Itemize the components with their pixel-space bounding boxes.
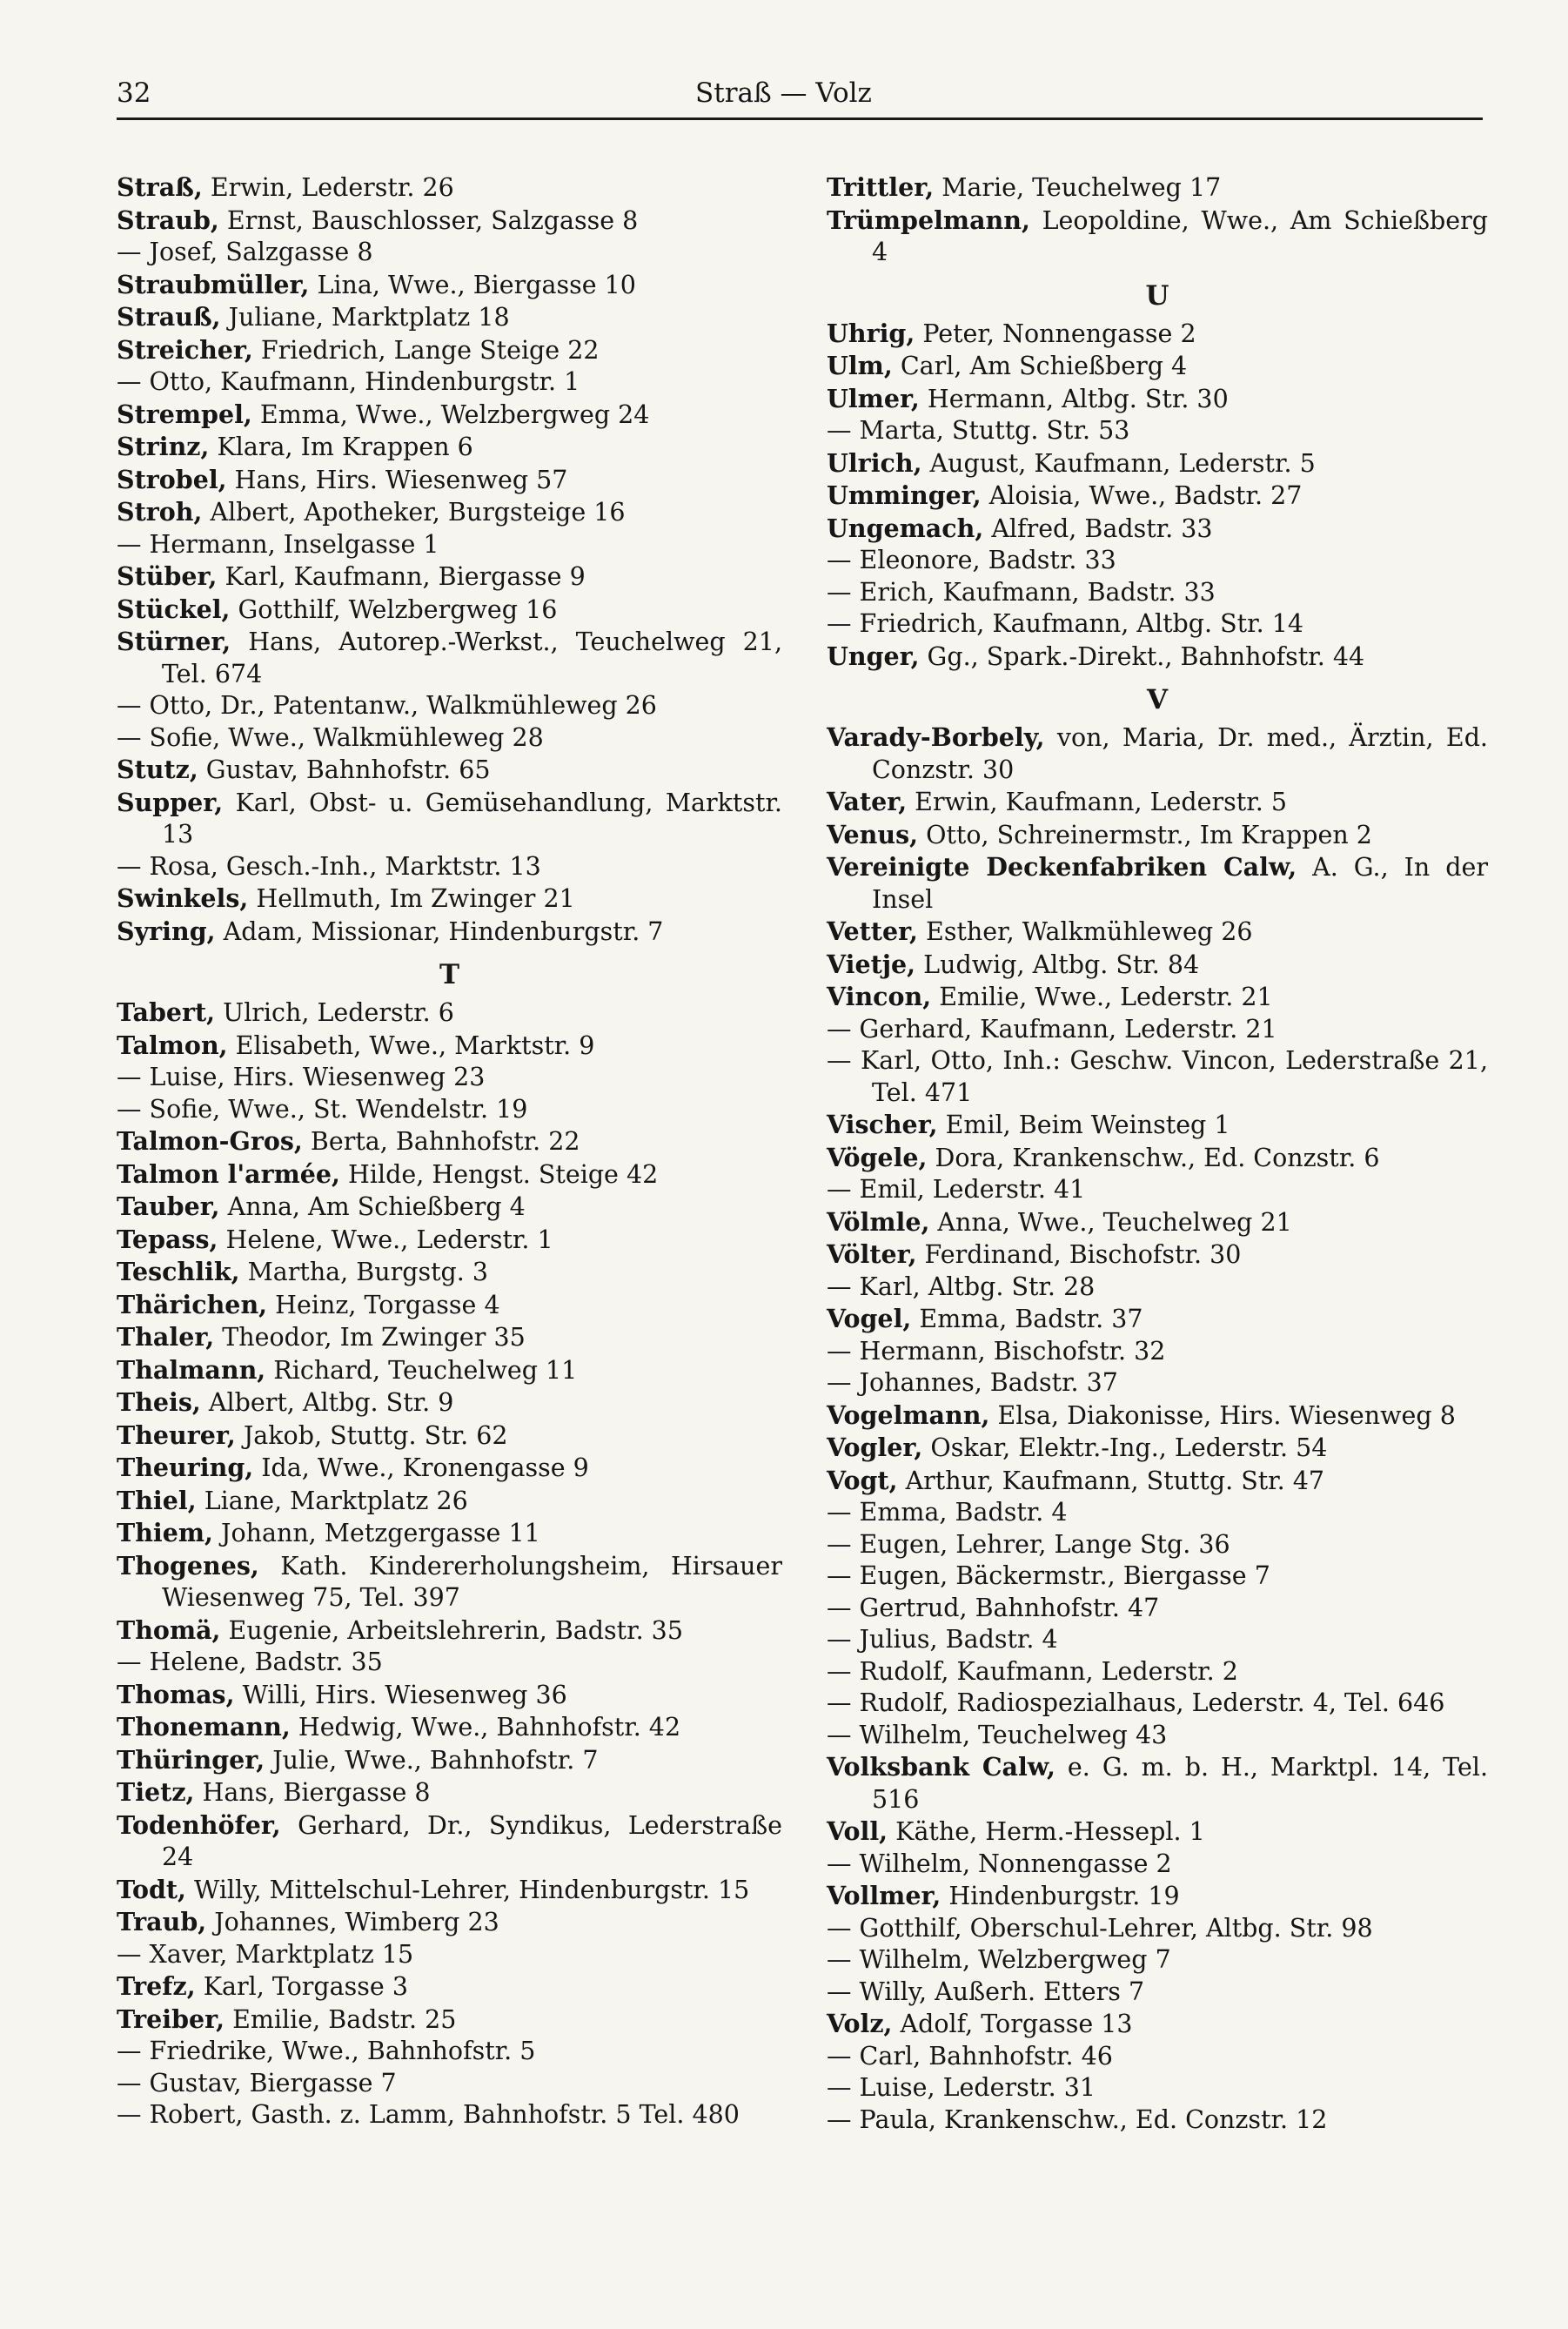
entry-details: Gerhard, Dr., Syndikus, Lederstraße 24 bbox=[162, 1810, 782, 1871]
directory-entry bbox=[117, 1874, 782, 1907]
directory-entry bbox=[117, 1776, 782, 1809]
directory-entry bbox=[117, 301, 782, 334]
entry-surname: Talmon-Gros, bbox=[117, 1126, 303, 1156]
directory-entry bbox=[117, 205, 782, 238]
entry-details: — Hermann, Inselgasse 1 bbox=[117, 529, 439, 559]
entry-details: — Marta, Stuttg. Str. 53 bbox=[827, 416, 1130, 445]
entry-details: Hindenburgstr. 19 bbox=[941, 1882, 1180, 1910]
directory-entry bbox=[117, 2099, 782, 2131]
entry-surname: Venus, bbox=[827, 819, 919, 849]
entry-surname: Ulm, bbox=[827, 351, 893, 380]
entry-surname: Todenhöfer, bbox=[117, 1809, 281, 1840]
entry-details: Emil, Beim Weinsteg 1 bbox=[937, 1111, 1230, 1139]
entry-details: Emilie, Badstr. 25 bbox=[224, 2004, 457, 2034]
directory-entry bbox=[827, 171, 1488, 205]
directory-entry bbox=[117, 1062, 782, 1094]
entry-details: Gustav, Bahnhofstr. 65 bbox=[198, 755, 491, 784]
entry-details: Richard, Teuchelweg 11 bbox=[265, 1355, 578, 1385]
entry-details: Karl, Obst- u. Gemüsehandlung, Marktstr. 13 bbox=[162, 788, 782, 849]
directory-entry bbox=[117, 1321, 782, 1354]
directory-entry bbox=[117, 787, 782, 851]
directory-entry bbox=[117, 431, 782, 464]
entry-surname: Vogelmann, bbox=[827, 1399, 990, 1430]
section-letter: U bbox=[1145, 279, 1169, 312]
directory-entry bbox=[117, 399, 782, 432]
directory-entry bbox=[827, 1720, 1488, 1752]
left-column bbox=[117, 171, 782, 2131]
entry-surname: Uhrig, bbox=[827, 318, 915, 348]
entry-details: — Wilhelm, Nonnengasse 2 bbox=[827, 1849, 1172, 1878]
directory-entry bbox=[827, 722, 1488, 786]
directory-entry bbox=[117, 722, 782, 755]
directory-entry bbox=[117, 1386, 782, 1420]
entry-details: Karl, Kaufmann, Biergasse 9 bbox=[217, 562, 586, 591]
entry-details: — Wilhelm, Teuchelweg 43 bbox=[827, 1720, 1168, 1749]
entry-details: Juliane, Marktplatz 18 bbox=[220, 303, 510, 332]
entry-surname: Thomas, bbox=[117, 1679, 235, 1709]
entry-surname: Volksbank Calw, bbox=[827, 1752, 1055, 1782]
header-rule bbox=[117, 117, 1483, 120]
directory-entry bbox=[827, 786, 1488, 819]
directory-entry bbox=[117, 1970, 782, 2003]
entry-surname: Strempel, bbox=[117, 399, 252, 429]
entry-details: Hans, Hirs. Wiesenweg 57 bbox=[226, 465, 568, 494]
directory-entry bbox=[117, 366, 782, 399]
entry-surname: Völter, bbox=[827, 1239, 917, 1269]
entry-details: — Gerhard, Kaufmann, Lederstr. 21 bbox=[827, 1014, 1277, 1044]
entry-details: Johannes, Wimberg 23 bbox=[206, 1908, 499, 1936]
entry-details: Hedwig, Wwe., Bahnhofstr. 42 bbox=[290, 1713, 681, 1742]
entry-surname: Strinz, bbox=[117, 432, 210, 461]
directory-entry bbox=[827, 318, 1488, 351]
entry-surname: Thomä, bbox=[117, 1614, 221, 1645]
entry-surname: Vogel, bbox=[827, 1304, 912, 1333]
entry-details: Erwin, Kaufmann, Lederstr. 5 bbox=[907, 788, 1287, 816]
section-letter: V bbox=[1146, 684, 1169, 715]
entry-surname: Theurer, bbox=[117, 1420, 236, 1450]
directory-entry bbox=[117, 851, 782, 883]
directory-entry bbox=[117, 594, 782, 627]
directory-entry bbox=[117, 1030, 782, 1063]
entry-details: Esther, Walkmühleweg 26 bbox=[917, 917, 1253, 946]
directory-entry bbox=[117, 496, 782, 529]
entry-surname: Strobel, bbox=[117, 464, 227, 494]
entry-details: — Sofie, Wwe., Walkmühleweg 28 bbox=[117, 722, 544, 752]
entry-surname: Thärichen, bbox=[117, 1289, 268, 1319]
entry-details: — Karl, Altbg. Str. 28 bbox=[827, 1272, 1096, 1301]
entry-surname: Vereinigte Deckenfabriken Calw, bbox=[827, 852, 1297, 882]
directory-entry bbox=[117, 916, 782, 949]
entry-details: — Wilhelm, Welzbergweg 7 bbox=[827, 1945, 1171, 1974]
entry-surname: Treiber, bbox=[117, 2003, 225, 2034]
directory-entry bbox=[827, 1977, 1488, 2009]
entry-surname: Thonemann, bbox=[117, 1712, 291, 1742]
entry-surname: Tauber, bbox=[117, 1191, 220, 1221]
entry-details: — Johannes, Badstr. 37 bbox=[827, 1368, 1118, 1397]
directory-entry bbox=[117, 1809, 782, 1874]
entry-details: Marie, Teuchelweg 17 bbox=[934, 173, 1222, 202]
entry-surname: Todt, bbox=[117, 1874, 186, 1904]
directory-entry bbox=[117, 626, 782, 690]
directory-entry bbox=[117, 1517, 782, 1550]
entry-details: Elisabeth, Wwe., Marktstr. 9 bbox=[227, 1030, 595, 1060]
entry-surname: Supper, bbox=[117, 787, 224, 817]
directory-entry bbox=[827, 480, 1488, 513]
entry-details: Eugenie, Arbeitslehrerin, Badstr. 35 bbox=[220, 1615, 683, 1645]
entry-surname: Ulrich, bbox=[827, 447, 922, 478]
entry-details: e. G. m. b. H., Marktpl. 14, Tel. 516 bbox=[872, 1753, 1488, 1814]
entry-details: Aloisia, Wwe., Badstr. 27 bbox=[981, 481, 1303, 510]
directory-entry bbox=[117, 1550, 782, 1614]
entry-surname: Vogler, bbox=[827, 1433, 923, 1462]
entry-details: Alfred, Badstr. 33 bbox=[983, 513, 1213, 543]
directory-entry bbox=[827, 1497, 1488, 1529]
entry-details: — Eleonore, Badstr. 33 bbox=[827, 546, 1116, 574]
directory-entry bbox=[827, 1336, 1488, 1368]
entry-surname: Trefz, bbox=[117, 1971, 196, 2001]
directory-entry bbox=[117, 171, 782, 205]
entry-details: Peter, Nonnengasse 2 bbox=[915, 319, 1196, 348]
entry-details: — Rosa, Gesch.-Inh., Marktstr. 13 bbox=[117, 851, 541, 881]
entry-details: Hermann, Altbg. Str. 30 bbox=[919, 384, 1229, 413]
entry-details: — Erich, Kaufmann, Badstr. 33 bbox=[827, 577, 1216, 607]
entry-details: Hellmuth, Im Zwinger 21 bbox=[248, 884, 575, 913]
directory-entry bbox=[827, 641, 1488, 674]
entry-surname: Stutz, bbox=[117, 755, 198, 784]
entry-surname: Ulmer, bbox=[827, 383, 920, 413]
directory-entry bbox=[827, 1624, 1488, 1656]
entry-details: Ulrich, Lederstr. 6 bbox=[215, 998, 454, 1027]
entry-surname: Trümpelmann, bbox=[827, 205, 1030, 235]
directory-entry bbox=[117, 237, 782, 269]
directory-entry bbox=[827, 1560, 1488, 1593]
entry-details: — Luise, Hirs. Wiesenweg 23 bbox=[117, 1063, 486, 1091]
entry-details: Anna, Wwe., Teuchelweg 21 bbox=[929, 1207, 1292, 1237]
directory-entry bbox=[827, 1751, 1488, 1816]
section-letter: T bbox=[439, 959, 460, 990]
directory-entry bbox=[827, 819, 1488, 852]
entry-surname: Tietz, bbox=[117, 1777, 195, 1807]
directory-entry bbox=[117, 1256, 782, 1289]
entry-surname: Vollmer, bbox=[827, 1881, 941, 1910]
entry-details: — Helene, Badstr. 35 bbox=[117, 1648, 383, 1676]
directory-entry bbox=[117, 1906, 782, 1939]
directory-entry bbox=[827, 1174, 1488, 1206]
directory-entry bbox=[827, 1367, 1488, 1399]
entry-details: August, Kaufmann, Lederstr. 5 bbox=[921, 448, 1316, 478]
entry-details: — Xaver, Marktplatz 15 bbox=[117, 1939, 414, 1969]
entry-details: — Eugen, Lehrer, Lange Stg. 36 bbox=[827, 1529, 1230, 1559]
entry-details: Willi, Hirs. Wiesenweg 36 bbox=[234, 1680, 567, 1709]
entry-details: Elsa, Diakonisse, Hirs. Wiesenweg 8 bbox=[989, 1400, 1456, 1430]
entry-details: Arthur, Kaufmann, Stuttg. Str. 47 bbox=[897, 1466, 1325, 1495]
entry-surname: Trittler, bbox=[827, 172, 935, 202]
directory-entry bbox=[827, 1303, 1488, 1336]
entry-surname: Straub, bbox=[117, 205, 219, 235]
entry-surname: Tabert, bbox=[117, 997, 216, 1027]
directory-entry bbox=[827, 1849, 1488, 1881]
entry-details: Hans, Autorep.-Werkst., Teuchelweg 21, Tel. 674 bbox=[162, 628, 782, 688]
entry-details: Berta, Bahnhofstr. 22 bbox=[302, 1127, 580, 1156]
entry-details: Ludwig, Altbg. Str. 84 bbox=[915, 950, 1200, 979]
entry-surname: Talmon, bbox=[117, 1030, 228, 1060]
directory-entry bbox=[117, 1679, 782, 1712]
entry-details: Hilde, Hengst. Steige 42 bbox=[339, 1159, 659, 1189]
entry-details: — Josef, Salzgasse 8 bbox=[117, 238, 373, 266]
entry-surname: Stückel, bbox=[117, 594, 231, 624]
entry-surname: Syring, bbox=[117, 916, 216, 946]
entry-details: Jakob, Stuttg. Str. 62 bbox=[235, 1420, 508, 1450]
entry-details: Otto, Schreinermstr., Im Krappen 2 bbox=[918, 820, 1372, 849]
entry-surname: Strauß, bbox=[117, 302, 221, 332]
entry-details: Adolf, Torgasse 13 bbox=[892, 2010, 1133, 2038]
directory-entry bbox=[827, 2072, 1488, 2104]
entry-details: — Luise, Lederstr. 31 bbox=[827, 2073, 1096, 2102]
entry-details: Dora, Krankenschw., Ed. Conzstr. 6 bbox=[927, 1143, 1380, 1172]
entry-details: — Gertrud, Bahnhofstr. 47 bbox=[827, 1593, 1160, 1622]
directory-entry bbox=[827, 949, 1488, 982]
entry-details: Käthe, Herm.-Hessepl. 1 bbox=[888, 1817, 1205, 1846]
directory-entry bbox=[827, 2041, 1488, 2073]
page-header bbox=[117, 71, 1474, 115]
entry-details: Theodor, Im Zwinger 35 bbox=[214, 1323, 526, 1352]
directory-entry bbox=[117, 1125, 782, 1158]
directory-entry bbox=[827, 513, 1488, 546]
entry-surname: Swinkels, bbox=[117, 883, 249, 913]
entry-details: von, Maria, Dr. med., Ärztin, Ed. Conzstr. 30 bbox=[872, 723, 1488, 784]
directory-entry bbox=[827, 1944, 1488, 1977]
entry-details: Willy, Mittelschul-Lehrer, Hindenburgstr. 15 bbox=[185, 1875, 750, 1904]
entry-details: Kath. Kindererholungsheim, Hirsauer Wiesenweg 75, Tel. 397 bbox=[162, 1551, 782, 1612]
entry-details: — Friedrich, Kaufmann, Altbg. Str. 14 bbox=[827, 609, 1303, 638]
directory-entry bbox=[827, 1109, 1488, 1142]
entry-surname: Stürner, bbox=[117, 627, 231, 656]
entry-details: Ernst, Bauschlosser, Salzgasse 8 bbox=[218, 205, 639, 235]
directory-entry bbox=[827, 1688, 1488, 1720]
entry-details: Emma, Wwe., Welzbergweg 24 bbox=[251, 399, 650, 429]
entry-surname: Theis, bbox=[117, 1387, 201, 1417]
entry-surname: Thalmann, bbox=[117, 1354, 266, 1385]
entry-surname: Unger, bbox=[827, 641, 920, 671]
entry-surname: Traub, bbox=[117, 1907, 207, 1936]
directory-entry bbox=[117, 269, 782, 302]
directory-entry bbox=[117, 464, 782, 497]
entry-details: Lina, Wwe., Biergasse 10 bbox=[309, 270, 636, 299]
directory-entry bbox=[117, 529, 782, 561]
directory-entry bbox=[827, 608, 1488, 641]
entry-details: Heinz, Torgasse 4 bbox=[267, 1290, 500, 1319]
entry-surname: Stüber, bbox=[117, 561, 218, 591]
entry-details: — Friedrike, Wwe., Bahnhofstr. 5 bbox=[117, 2037, 536, 2065]
page-number: 32 bbox=[117, 77, 151, 109]
directory-entry bbox=[827, 1014, 1488, 1046]
entry-details: Julie, Wwe., Bahnhofstr. 7 bbox=[265, 1745, 599, 1775]
entry-details: — Carl, Bahnhofstr. 46 bbox=[827, 2041, 1113, 2071]
entry-details: — Sofie, Wwe., St. Wendelstr. 19 bbox=[117, 1094, 528, 1124]
entry-surname: Tepass, bbox=[117, 1224, 218, 1254]
directory-entry bbox=[827, 1432, 1488, 1465]
directory-entry bbox=[117, 1647, 782, 1679]
entry-surname: Thiel, bbox=[117, 1485, 197, 1515]
directory-entry bbox=[827, 981, 1488, 1014]
entry-surname: Stroh, bbox=[117, 497, 203, 527]
entry-details: Johann, Metzgergasse 11 bbox=[212, 1519, 540, 1547]
directory-entry bbox=[827, 205, 1488, 269]
entry-details: Adam, Missionar, Hindenburgstr. 7 bbox=[215, 916, 664, 946]
entry-surname: Volz, bbox=[827, 2009, 893, 2038]
directory-entry bbox=[827, 1913, 1488, 1945]
entry-surname: Vincon, bbox=[827, 982, 932, 1011]
directory-entry bbox=[827, 1465, 1488, 1498]
entry-details: Klara, Im Krappen 6 bbox=[209, 433, 473, 461]
entry-details: — Emma, Badstr. 4 bbox=[827, 1498, 1068, 1527]
entry-details: — Paula, Krankenschw., Ed. Conzstr. 12 bbox=[827, 2104, 1328, 2134]
entry-details: Albert, Altbg. Str. 9 bbox=[200, 1388, 454, 1417]
directory-entry bbox=[827, 1816, 1488, 1849]
directory-entry bbox=[827, 1206, 1488, 1239]
entry-details: — Willy, Außerh. Etters 7 bbox=[827, 1977, 1145, 2006]
entry-details: — Rudolf, Radiospezialhaus, Lederstr. 4, Tel. 646 bbox=[827, 1688, 1445, 1717]
entry-details: — Rudolf, Kaufmann, Lederstr. 2 bbox=[827, 1656, 1238, 1686]
entry-details: Albert, Apotheker, Burgsteige 16 bbox=[202, 498, 626, 527]
entry-details: — Emil, Lederstr. 41 bbox=[827, 1175, 1086, 1204]
directory-entry bbox=[827, 447, 1488, 480]
entry-details: Friedrich, Lange Steige 22 bbox=[252, 335, 600, 365]
entry-surname: Thogenes, bbox=[117, 1550, 259, 1581]
entry-details: — Gotthilf, Oberschul-Lehrer, Altbg. Str. 98 bbox=[827, 1913, 1373, 1943]
directory-entry bbox=[117, 1224, 782, 1257]
directory-entry bbox=[827, 1880, 1488, 1913]
directory-entry bbox=[827, 1399, 1488, 1433]
entry-details: A. G., In der Insel bbox=[872, 853, 1488, 914]
entry-details: Carl, Am Schießberg 4 bbox=[892, 352, 1188, 380]
directory-entry bbox=[117, 2003, 782, 2037]
directory-entry bbox=[117, 1354, 782, 1387]
entry-surname: Vögele, bbox=[827, 1142, 928, 1172]
entry-details: Gg., Spark.-Direkt., Bahnhofstr. 44 bbox=[919, 641, 1365, 671]
entry-surname: Talmon l'armée, bbox=[117, 1158, 340, 1189]
directory-entry bbox=[827, 577, 1488, 609]
entry-details: Leopoldine, Wwe., Am Schießberg 4 bbox=[872, 205, 1488, 266]
entry-details: Gotthilf, Welzbergweg 16 bbox=[230, 594, 558, 624]
directory-entry bbox=[827, 1529, 1488, 1561]
entry-surname: Völmle, bbox=[827, 1206, 930, 1237]
directory-entry bbox=[827, 383, 1488, 416]
directory-entry bbox=[827, 1593, 1488, 1625]
entry-surname: Varady-Borbely, bbox=[827, 722, 1045, 752]
entry-surname: Streicher, bbox=[117, 334, 253, 365]
entry-surname: Umminger, bbox=[827, 480, 982, 510]
entry-details: — Otto, Kaufmann, Hindenburgstr. 1 bbox=[117, 367, 580, 396]
directory-entry bbox=[827, 1045, 1488, 1109]
entry-details: Emma, Badstr. 37 bbox=[911, 1305, 1143, 1333]
directory-entry bbox=[827, 2104, 1488, 2137]
directory-entry bbox=[827, 545, 1488, 577]
directory-entry bbox=[827, 1238, 1488, 1272]
entry-details: Hans, Biergasse 8 bbox=[194, 1778, 431, 1807]
directory-entry bbox=[827, 350, 1488, 383]
entry-surname: Thiem, bbox=[117, 1518, 213, 1547]
directory-entry bbox=[117, 1191, 782, 1224]
directory-entry bbox=[827, 2008, 1488, 2041]
directory-entry bbox=[827, 1142, 1488, 1175]
entry-details: Ida, Wwe., Kronengasse 9 bbox=[253, 1453, 589, 1482]
entry-details: Karl, Torgasse 3 bbox=[195, 1972, 408, 2001]
directory-entry bbox=[117, 1420, 782, 1453]
entry-surname: Vater, bbox=[827, 787, 908, 816]
directory-entry bbox=[827, 415, 1488, 447]
entry-details: — Otto, Dr., Patentanw., Walkmühleweg 26 bbox=[117, 691, 657, 720]
entry-details: — Julius, Badstr. 4 bbox=[827, 1625, 1058, 1654]
running-title: Straß — Volz bbox=[695, 77, 872, 109]
entry-surname: Voll, bbox=[827, 1816, 888, 1846]
entry-surname: Vietje, bbox=[827, 949, 916, 979]
entry-details: Oskar, Elektr.-Ing., Lederstr. 54 bbox=[922, 1433, 1328, 1462]
directory-entry bbox=[117, 334, 782, 367]
entry-details: — Gustav, Biergasse 7 bbox=[117, 2068, 397, 2097]
directory-entry bbox=[117, 754, 782, 787]
directory-entry bbox=[117, 1094, 782, 1126]
directory-entry bbox=[117, 997, 782, 1030]
entry-surname: Straubmüller, bbox=[117, 269, 310, 299]
entry-surname: Vogt, bbox=[827, 1465, 898, 1495]
directory-entry bbox=[117, 1289, 782, 1322]
entry-details: Erwin, Lederstr. 26 bbox=[202, 173, 454, 202]
directory-entry bbox=[117, 1711, 782, 1744]
entry-details: Helene, Wwe., Lederstr. 1 bbox=[218, 1225, 553, 1254]
entry-surname: Thüringer, bbox=[117, 1744, 265, 1775]
directory-entry bbox=[117, 2068, 782, 2100]
entry-details: Emilie, Wwe., Lederstr. 21 bbox=[931, 983, 1273, 1011]
directory-entry bbox=[827, 1656, 1488, 1688]
directory-entry bbox=[117, 1158, 782, 1191]
directory-entry bbox=[117, 1485, 782, 1518]
entry-details: Anna, Am Schießberg 4 bbox=[219, 1192, 526, 1221]
entry-details: — Hermann, Bischofstr. 32 bbox=[827, 1336, 1166, 1366]
entry-surname: Vischer, bbox=[827, 1110, 938, 1139]
directory-entry bbox=[117, 883, 782, 916]
entry-details: — Karl, Otto, Inh.: Geschw. Vincon, Lederstraße 21, Tel. 471 bbox=[827, 1046, 1488, 1107]
entry-details: — Eugen, Bäckermstr., Biergasse 7 bbox=[827, 1561, 1270, 1590]
entry-details: Ferdinand, Bischofstr. 30 bbox=[916, 1240, 1242, 1269]
entry-surname: Vetter, bbox=[827, 916, 918, 946]
entry-surname: Straß, bbox=[117, 172, 203, 202]
entry-surname: Thaler, bbox=[117, 1322, 215, 1352]
directory-entry bbox=[117, 560, 782, 594]
entry-surname: Theuring, bbox=[117, 1453, 254, 1482]
directory-entry bbox=[117, 1614, 782, 1648]
right-column bbox=[827, 171, 1488, 2136]
directory-entry bbox=[117, 1744, 782, 1777]
entry-surname: Ungemach, bbox=[827, 513, 984, 543]
entry-surname: Teschlik, bbox=[117, 1257, 240, 1286]
directory-entry bbox=[117, 1452, 782, 1485]
directory-entry bbox=[117, 690, 782, 722]
directory-entry bbox=[827, 916, 1488, 949]
entry-details: Martha, Burgstg. 3 bbox=[239, 1258, 489, 1286]
directory-entry bbox=[117, 1939, 782, 1971]
directory-entry bbox=[117, 2036, 782, 2068]
entry-details: Liane, Marktplatz 26 bbox=[196, 1486, 468, 1515]
entry-details: — Robert, Gasth. z. Lamm, Bahnhofstr. 5 Tel. 480 bbox=[117, 2100, 740, 2129]
directory-entry bbox=[827, 851, 1488, 916]
directory-entry bbox=[827, 1272, 1488, 1304]
